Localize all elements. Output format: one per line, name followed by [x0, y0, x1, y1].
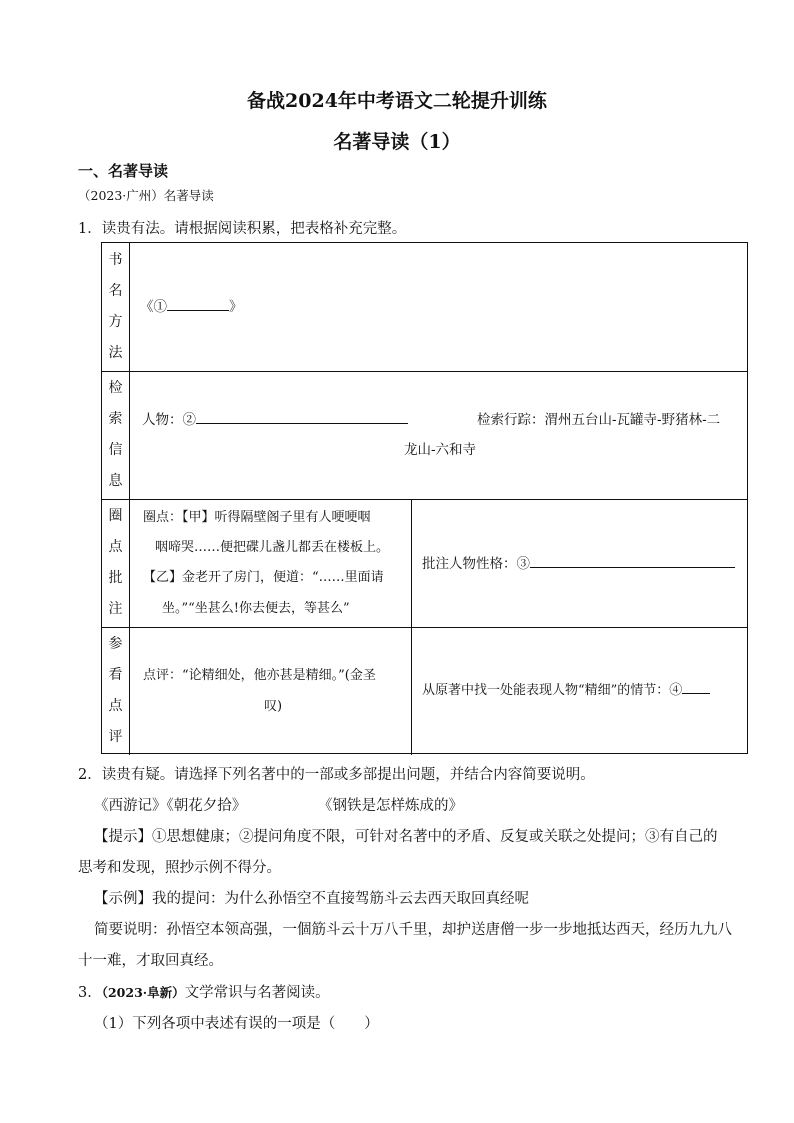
annotation-left-3: 【乙】金老开了房门，便道：“……里面请 — [143, 570, 384, 585]
table-divider — [102, 627, 747, 628]
row-header-book-method: 书 名 方 法 — [108, 252, 123, 361]
page-title: 备战2024年中考语文二轮提升训练 — [247, 90, 547, 112]
route-line-1: 检索行踪：渭州五台山-瓦罐寺-野猪林-二 — [477, 412, 721, 428]
book-name-cell: 《① 》 — [140, 292, 243, 322]
answer-blank-2[interactable] — [196, 409, 408, 424]
reading-table — [101, 242, 748, 754]
table-divider — [129, 243, 130, 755]
comment-left-1: 点评：“论精细处，他亦甚是精细。”(金圣 — [143, 668, 376, 683]
question-3: 3．（2023·阜新）文学常识与名著阅读。 — [78, 985, 330, 1001]
page-subtitle: 名著导读（1） — [333, 131, 461, 153]
annotation-left-1: 圈点：【甲】听得隔壁阁子里有人哽哽咽 — [143, 510, 371, 525]
question-3-sub-1: （1）下列各项中表述有误的一项是（ ） — [94, 1016, 379, 1032]
answer-blank-3[interactable] — [530, 553, 735, 568]
example-line: 【示例】我的提问：为什么孙悟空不直接驾筋斗云去西天取回真经呢 — [94, 891, 529, 907]
question-2: 2．读贵有疑。请选择下列名著中的一部或多部提出问题，并结合内容简要说明。 — [78, 767, 595, 783]
question-source: （2023·广州）名著导读 — [78, 188, 214, 203]
table-divider — [102, 499, 747, 500]
answer-blank-1[interactable] — [167, 296, 229, 311]
book-list-2: 《钢铁是怎样炼成的》 — [318, 798, 463, 814]
answer-blank-4[interactable] — [682, 679, 710, 694]
book-list-1: 《西游记》《朝花夕拾》 — [94, 798, 247, 814]
route-line-2: 龙山-六和寺 — [404, 442, 477, 458]
hint-line-2: 思考和发现，照抄示例不得分。 — [78, 860, 281, 876]
annotation-left-4: 坐。”“坐甚么!你去便去，等甚么” — [162, 601, 350, 616]
row-header-comment: 参 看 点 评 — [108, 636, 123, 745]
personality-cell: 批注人物性格：③ — [422, 549, 735, 579]
table-divider — [411, 499, 412, 755]
detail-cell: 从原著中找一处能表现人物“精细”的情节：④ — [422, 676, 710, 706]
question-1: 1．读贵有法。请根据阅读积累，把表格补充完整。 — [78, 221, 407, 237]
row-header-annotation: 圈 点 批 注 — [108, 508, 123, 617]
comment-left-2: 叹) — [264, 699, 283, 714]
person-cell: 人物：② — [142, 405, 408, 435]
annotation-left-2: 咽啼哭……便把碟儿盏儿都丢在楼板上。 — [155, 540, 390, 555]
row-header-search-info: 检 索 信 息 — [108, 380, 123, 489]
hint-line-1: 【提示】①思想健康；②提问角度不限，可针对名著中的矛盾、反复或关联之处提问；③有自己的 — [94, 829, 718, 845]
explain-line-2: 十一难，才取回真经。 — [78, 953, 223, 969]
explain-line-1: 简要说明：孙悟空本领高强，一個筋斗云十万八千里，却护送唐僧一步一步地抵达西天，经历九九八 — [94, 922, 732, 938]
section-heading: 一、名著导读 — [78, 162, 169, 180]
table-divider — [102, 371, 747, 372]
